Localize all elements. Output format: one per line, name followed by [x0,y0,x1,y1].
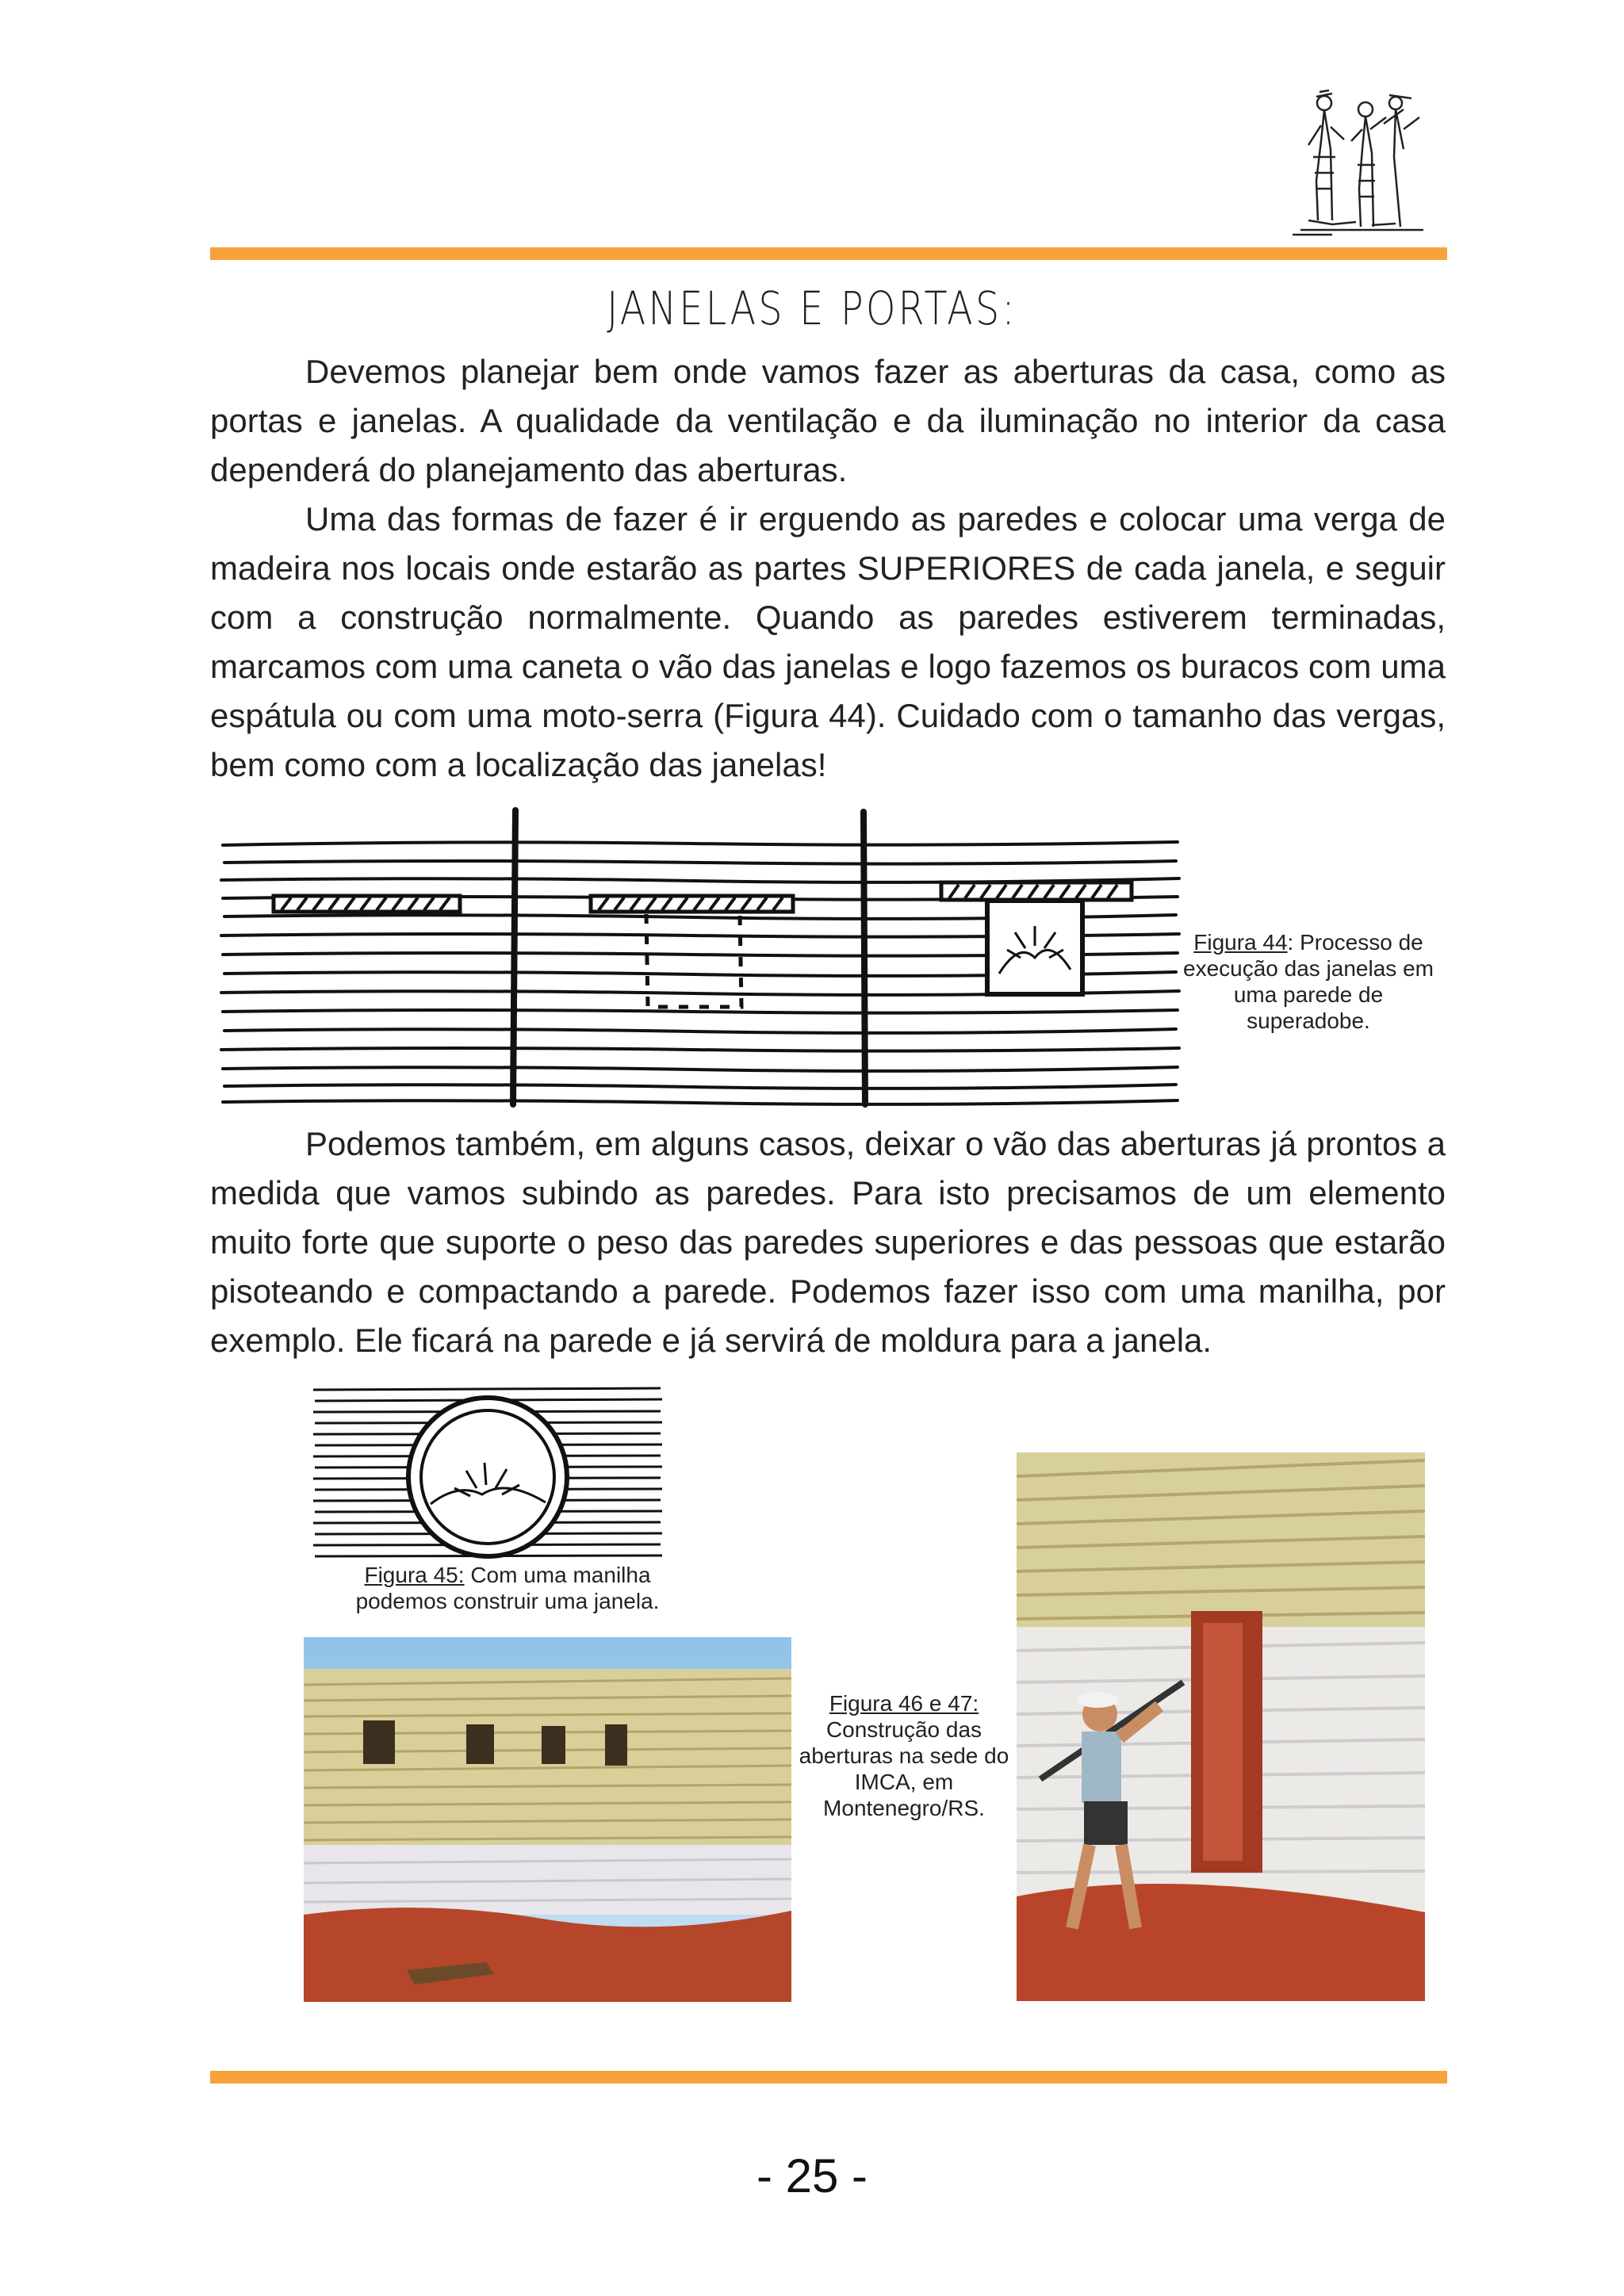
figure-46-47-text: Construção das aberturas na sede do IMCA, em Montenegro/RS. [799,1717,1009,1820]
figure-45-caption [333,1562,682,1614]
footer-rule [210,2071,1447,2084]
figure-46-47-label: Figura 46 e 47: [829,1691,979,1716]
body-text-bottom [210,1119,1446,1365]
figure-46-photo [304,1637,791,2002]
lintel-1 [274,896,460,912]
figure-45-label: Figura 45: [364,1563,465,1587]
paragraph-3: Podemos também, em alguns casos, deixar o vão das aberturas já prontos a medida que vamos subindo as paredes. Para isto precisamos de um elemento muito forte que suporte o peso das paredes superiores e das pessoas que estarão pisoteando e compactando a parede. Podemos fazer isso com uma manilha, por exemplo. Ele ficará na parede e já servirá de moldura para a janela. [210,1125,1446,1359]
figure-46-47-caption [797,1690,1011,1821]
figure-44-label: Figura 44 [1193,930,1288,955]
figure-44-text: : Processo de execução das janelas em uma parede de superadobe. [1183,930,1434,1033]
section-title: JANELAS E PORTAS: [607,281,1017,335]
bow-figures-logo-icon [1285,86,1427,240]
figure-45-drawing [312,1383,665,1562]
figure-44-drawing [218,807,1182,1108]
figure-44-caption [1178,929,1439,1034]
lintel-3 [941,882,1132,994]
lintel-2 [591,896,793,1007]
header-rule [210,247,1447,260]
figure-45-text: Com uma manilha podemos construir uma janela. [355,1563,660,1613]
header-logo [1285,86,1427,240]
figure-47-photo [1017,1452,1425,2001]
body-text-top [210,347,1446,790]
page-number: - 25 - [756,2149,868,2202]
paragraph-2: Uma das formas de fazer é ir erguendo as paredes e colocar uma verga de madeira nos locais onde estarão as partes SUPERIORES de cada janela, e seguir com a construção normalmente. Quando as paredes estiverem terminadas, marcamos com uma caneta o vão das janelas e logo fazemos os buracos com uma espátula ou com uma moto-serra (Figura 44). Cuidado com o tamanho das vergas, bem como com a localização das janelas! [210,500,1446,783]
paragraph-1: Devemos planejar bem onde vamos fazer as aberturas da casa, como as portas e janelas. A qualidade da ventilação e da iluminação no interior da casa dependerá do planejamento das aberturas. [210,353,1446,488]
